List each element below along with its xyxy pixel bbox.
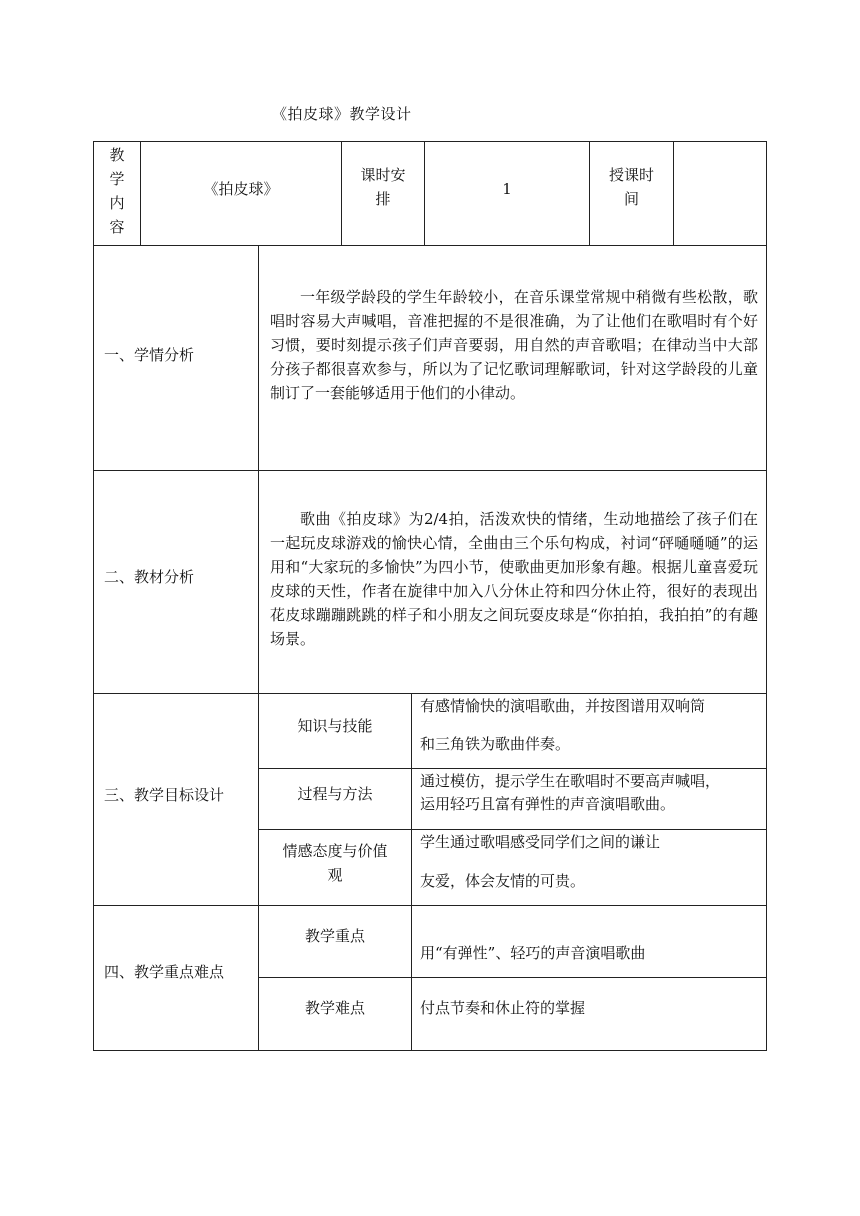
key-point-value: 用“有弹性”、轻巧的声音演唱歌曲 xyxy=(420,944,646,962)
schedule-label: 课时安 排 xyxy=(360,166,406,208)
key-point-name: 教学重点 xyxy=(304,927,365,945)
objective-value-process-line1: 通过模仿，提示学生在歌唱时不要高声喊唱， xyxy=(420,772,721,790)
objective-value-attitude-line2: 友爱，体会友情的可贵。 xyxy=(420,872,586,890)
document-title: 《拍皮球》教学设计 xyxy=(272,105,412,123)
difficult-point-value: 付点节奏和休止符的掌握 xyxy=(420,999,586,1017)
student-analysis-label: 一、学情分析 xyxy=(104,346,195,364)
material-analysis-text: 歌曲《拍皮球》为2/4拍，活泼欢快的情绪，生动地描绘了孩子们在一起玩皮球游戏的愉快心情，全曲由三个乐句构成，衬词“砰嗵嗵嗵”的运用和“大家玩的多愉快”为四小节，使歌曲更加形象有趣。根据儿童喜爱玩皮球的天性，作者在旋律中加入八分休止符和四分休止符，很好的表现出花皮球蹦蹦跳跳的样子和小朋友之间玩耍皮球是“你拍拍，我拍拍”的有趣场景。 xyxy=(270,510,758,648)
objective-value-process-line2: 运用轻巧且富有弹性的声音演唱歌曲。 xyxy=(420,795,676,813)
material-analysis-label: 二、教材分析 xyxy=(104,568,195,586)
schedule-value: 1 xyxy=(502,180,512,198)
objective-name-attitude: 情感态度与价值 观 xyxy=(282,842,388,884)
objective-name-process: 过程与方法 xyxy=(297,785,373,803)
content-value: 《拍皮球》 xyxy=(203,180,279,198)
content-label: 教 学 内 容 xyxy=(109,146,125,236)
key-points-label: 四、教学重点难点 xyxy=(104,963,225,981)
time-label: 授课时 间 xyxy=(608,166,654,208)
objective-value-knowledge-line1: 有感情愉快的演唱歌曲，并按图谱用双响筒 xyxy=(420,697,706,715)
difficult-point-name: 教学难点 xyxy=(304,999,365,1017)
student-analysis-text: 一年级学龄段的学生年龄较小，在音乐课堂常规中稍微有些松散，歌唱时容易大声喊唱，音准把握的不是很准确，为了让他们在歌唱时有个好习惯，要时刻提示孩子们声音要弱，用自然的声音歌唱；在律动当中大部分孩子都很喜欢参与，所以为了记忆歌词理解歌词，针对这学龄段的儿童制订了一套能够适用于他们的小律动。 xyxy=(270,288,758,402)
objective-value-knowledge-line2: 和三角铁为歌曲伴奏。 xyxy=(420,735,571,753)
objective-name-knowledge: 知识与技能 xyxy=(297,717,373,735)
objectives-label: 三、教学目标设计 xyxy=(104,786,225,804)
objective-value-attitude-line1: 学生通过歌唱感受同学们之间的谦让 xyxy=(420,833,661,851)
